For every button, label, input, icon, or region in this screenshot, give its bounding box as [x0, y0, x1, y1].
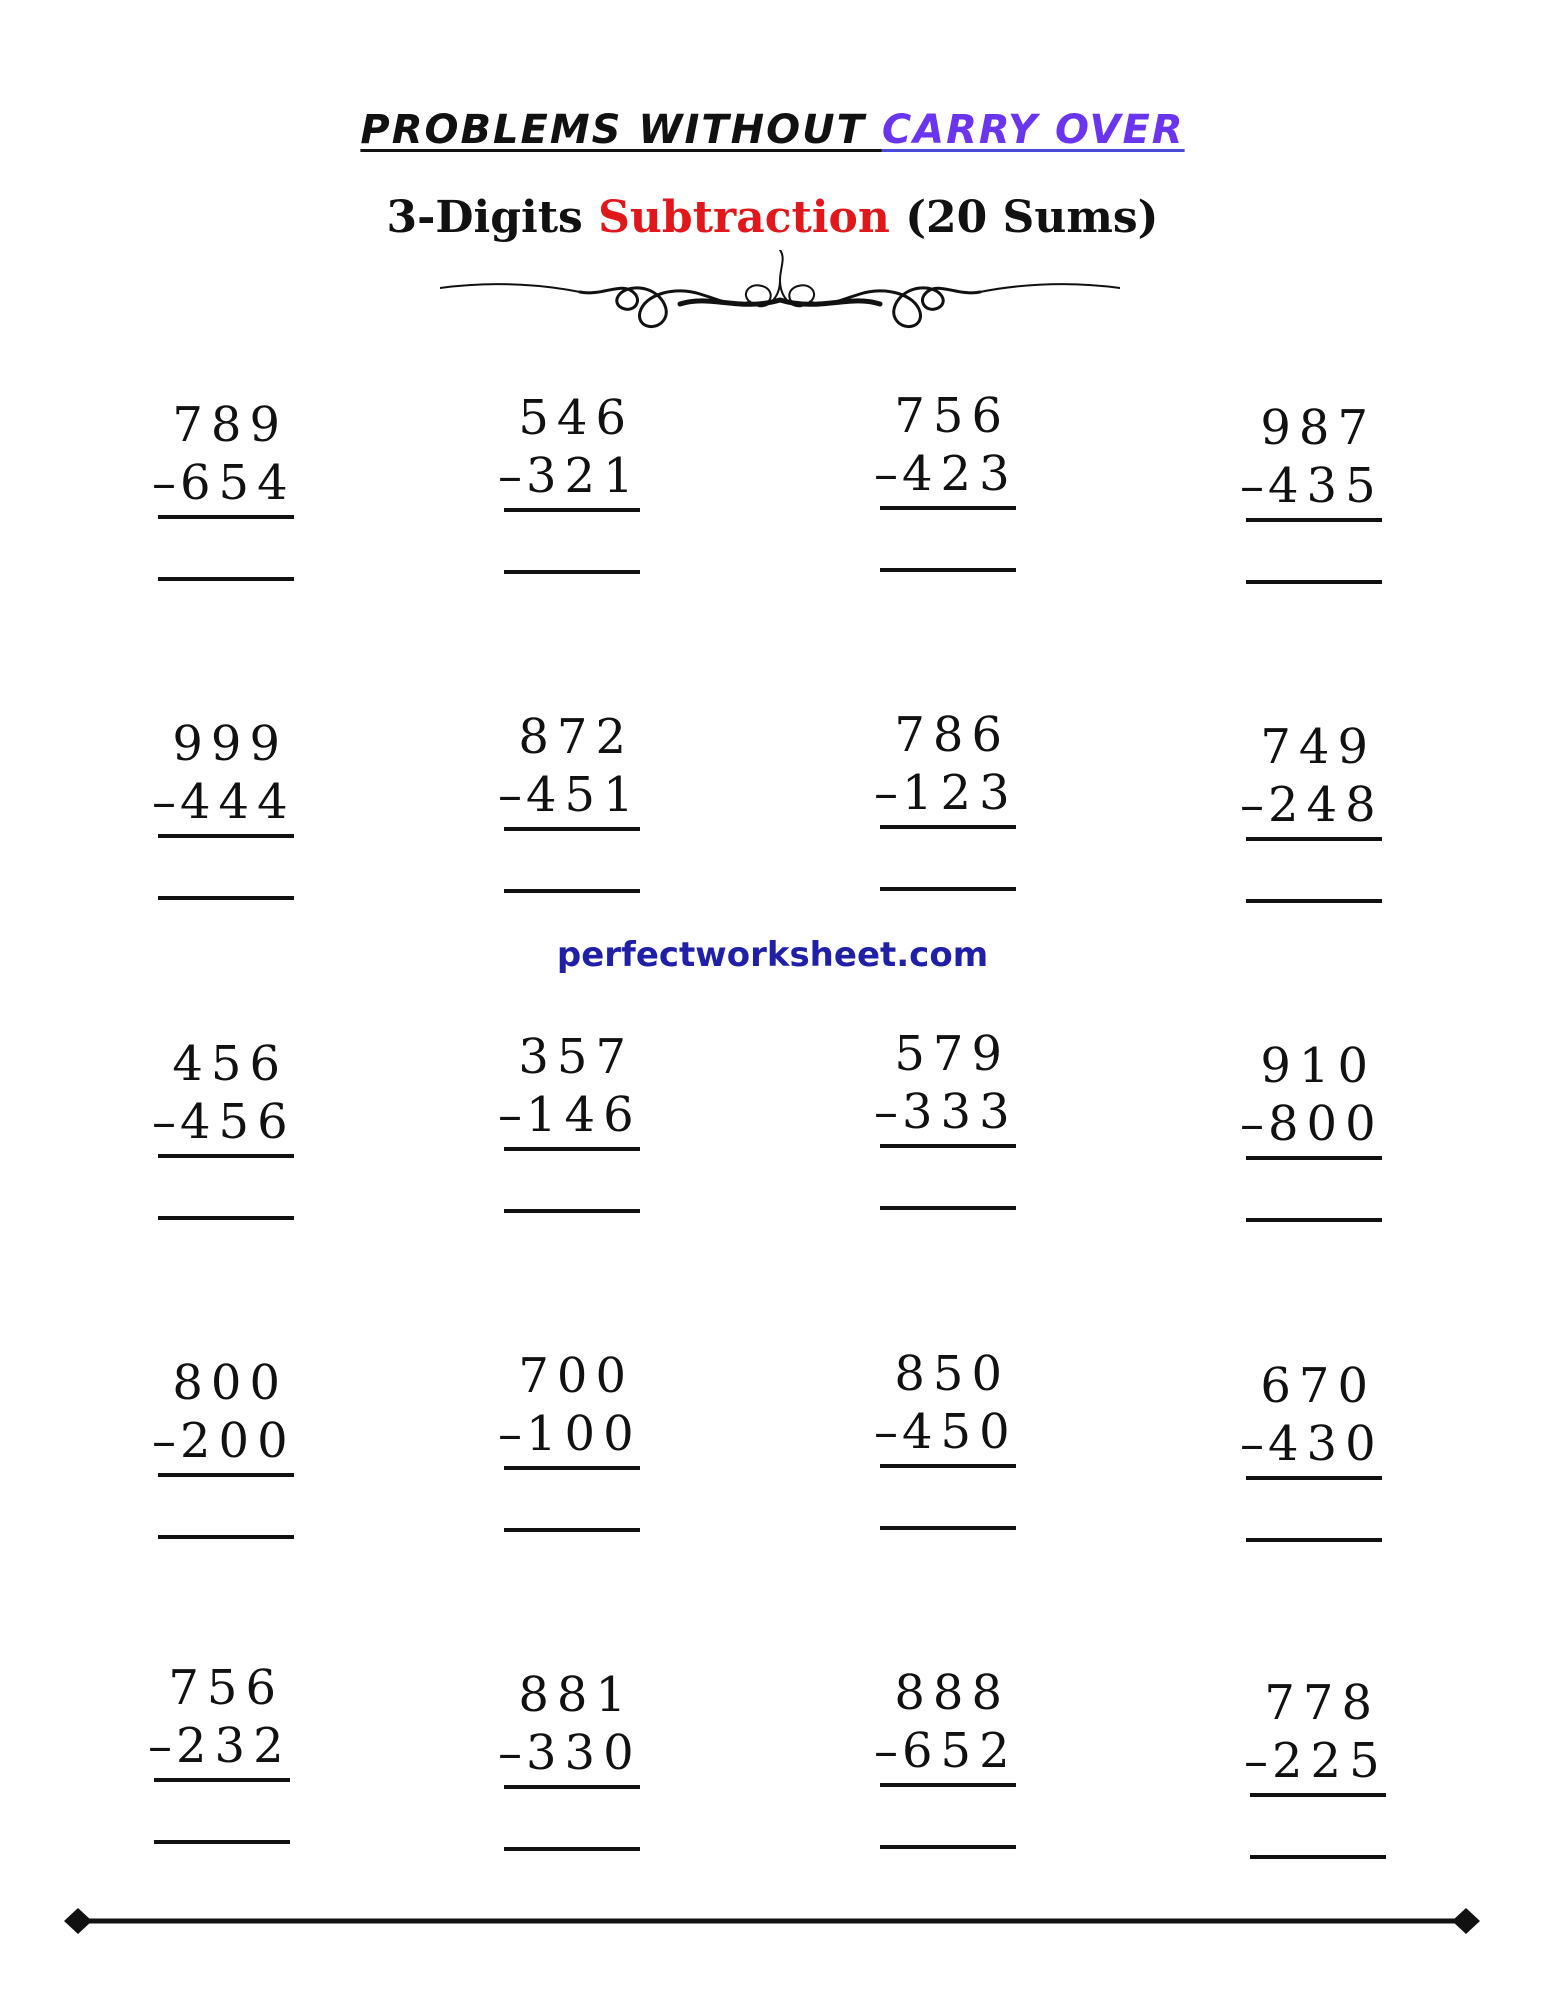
problem-6 — [498, 707, 648, 907]
problem-4 — [1240, 398, 1390, 598]
minus-sign: – — [874, 446, 898, 502]
subtrahend-value: 450 — [902, 1404, 1018, 1460]
subheading-operation: Subtraction — [598, 192, 890, 243]
answer-line[interactable] — [880, 1526, 1016, 1530]
worksheet-subheading — [0, 188, 1545, 248]
problem-line — [158, 834, 294, 838]
subtrahend — [874, 763, 1018, 823]
subtrahend — [1240, 456, 1384, 516]
minuend: 987 — [1260, 400, 1376, 456]
minuend: 357 — [518, 1029, 634, 1085]
footer-divider — [64, 1906, 1480, 1936]
subtrahend-value: 100 — [526, 1406, 642, 1462]
minus-sign: – — [1240, 777, 1264, 833]
subheading-prefix: 3-Digits — [386, 192, 599, 243]
subtrahend-value: 435 — [1268, 458, 1384, 514]
answer-line[interactable] — [1246, 1538, 1382, 1542]
minus-sign: – — [498, 448, 522, 504]
problem-15 — [874, 1344, 1024, 1544]
minus-sign: – — [498, 1725, 522, 1781]
subtrahend — [1240, 1414, 1384, 1474]
problem-3 — [874, 386, 1024, 586]
subheading-suffix: (20 Sums) — [889, 192, 1159, 243]
subtrahend — [874, 1721, 1018, 1781]
answer-line[interactable] — [504, 1528, 640, 1532]
minuend: 546 — [518, 390, 634, 446]
minuend: 670 — [1260, 1358, 1376, 1414]
minus-sign: – — [1240, 1416, 1264, 1472]
problem-line — [504, 1147, 640, 1151]
subtrahend — [874, 444, 1018, 504]
subtrahend — [498, 1723, 642, 1783]
problem-line — [880, 506, 1016, 510]
problem-11 — [874, 1024, 1024, 1224]
subtrahend — [152, 453, 296, 513]
problem-16 — [1240, 1356, 1390, 1556]
problem-line — [154, 1778, 290, 1782]
subtrahend-value: 123 — [902, 765, 1018, 821]
minuend: 800 — [172, 1355, 288, 1411]
heading-text: PROBLEMS WITHOUT — [360, 107, 882, 153]
problem-line — [1246, 518, 1382, 522]
minus-sign: – — [874, 1404, 898, 1460]
subtrahend — [498, 446, 642, 506]
answer-line[interactable] — [880, 1206, 1016, 1210]
worksheet-heading — [0, 100, 1545, 160]
subtrahend — [152, 1092, 296, 1152]
minus-sign: – — [498, 767, 522, 823]
minuend: 786 — [894, 707, 1010, 763]
subtrahend — [152, 1411, 296, 1471]
subtrahend-value: 232 — [176, 1718, 292, 1774]
minuend: 872 — [518, 709, 634, 765]
problem-1 — [152, 395, 302, 595]
answer-line[interactable] — [1246, 899, 1382, 903]
problem-line — [504, 827, 640, 831]
problem-line — [880, 1464, 1016, 1468]
answer-line[interactable] — [504, 889, 640, 893]
problem-line — [504, 1785, 640, 1789]
subtrahend — [152, 772, 296, 832]
subtrahend — [874, 1082, 1018, 1142]
problem-line — [880, 1783, 1016, 1787]
answer-line[interactable] — [504, 570, 640, 574]
problem-line — [158, 515, 294, 519]
answer-line[interactable] — [880, 1845, 1016, 1849]
problem-9 — [152, 1034, 302, 1234]
problem-line — [1246, 1476, 1382, 1480]
subtrahend — [498, 1404, 642, 1464]
problem-2 — [498, 388, 648, 588]
problem-19 — [874, 1663, 1024, 1863]
minuend: 789 — [172, 397, 288, 453]
subtrahend-value: 444 — [180, 774, 296, 830]
minuend: 850 — [894, 1346, 1010, 1402]
problem-12 — [1240, 1036, 1390, 1236]
website-watermark: perfectworksheet.com — [556, 935, 989, 975]
minus-sign: – — [874, 1084, 898, 1140]
answer-line[interactable] — [504, 1847, 640, 1851]
answer-line[interactable] — [154, 1840, 290, 1844]
subtrahend — [1244, 1731, 1388, 1791]
minus-sign: – — [152, 774, 176, 830]
subtrahend-value: 330 — [526, 1725, 642, 1781]
subtrahend-value: 225 — [1272, 1733, 1388, 1789]
minus-sign: – — [1244, 1733, 1268, 1789]
answer-line[interactable] — [504, 1209, 640, 1213]
minuend: 999 — [172, 716, 288, 772]
answer-line[interactable] — [1246, 580, 1382, 584]
subtrahend-value: 652 — [902, 1723, 1018, 1779]
subtrahend — [1240, 1094, 1384, 1154]
answer-line[interactable] — [1250, 1855, 1386, 1859]
subtrahend-value: 333 — [902, 1084, 1018, 1140]
problem-10 — [498, 1027, 648, 1227]
problem-17 — [148, 1658, 298, 1858]
minus-sign: – — [152, 1094, 176, 1150]
problem-13 — [152, 1353, 302, 1553]
answer-line[interactable] — [880, 568, 1016, 572]
subtrahend — [1240, 775, 1384, 835]
minus-sign: – — [152, 455, 176, 511]
answer-line[interactable] — [158, 1216, 294, 1220]
minuend: 910 — [1260, 1038, 1376, 1094]
problem-line — [158, 1473, 294, 1477]
subtrahend-value: 200 — [180, 1413, 296, 1469]
subtrahend-value: 146 — [526, 1087, 642, 1143]
problem-14 — [498, 1346, 648, 1546]
problem-line — [504, 1466, 640, 1470]
minus-sign: – — [874, 765, 898, 821]
subtrahend-value: 654 — [180, 455, 296, 511]
problem-line — [1246, 1156, 1382, 1160]
problem-line — [880, 1144, 1016, 1148]
minuend: 881 — [518, 1667, 634, 1723]
minuend: 700 — [518, 1348, 634, 1404]
answer-line[interactable] — [158, 577, 294, 581]
answer-line[interactable] — [1246, 1218, 1382, 1222]
answer-line[interactable] — [158, 896, 294, 900]
minuend: 756 — [168, 1660, 284, 1716]
problem-20 — [1244, 1673, 1394, 1873]
minuend: 778 — [1264, 1675, 1380, 1731]
problem-line — [1250, 1793, 1386, 1797]
subtrahend-value: 456 — [180, 1094, 296, 1150]
minuend: 579 — [894, 1026, 1010, 1082]
subtrahend-value: 423 — [902, 446, 1018, 502]
subtrahend — [148, 1716, 292, 1776]
diamond-left-icon — [64, 1908, 92, 1934]
heading-accent-text: CARRY OVER — [881, 107, 1185, 153]
swirl-ornament-icon — [440, 250, 1120, 340]
subtrahend-value: 248 — [1268, 777, 1384, 833]
problem-5 — [152, 714, 302, 914]
minuend: 756 — [894, 388, 1010, 444]
subtrahend-value: 451 — [526, 767, 642, 823]
minus-sign: – — [148, 1718, 172, 1774]
minus-sign: – — [1240, 458, 1264, 514]
diamond-right-icon — [1452, 1908, 1480, 1934]
problem-line — [504, 508, 640, 512]
problem-18 — [498, 1665, 648, 1865]
minus-sign: – — [498, 1406, 522, 1462]
minuend: 456 — [172, 1036, 288, 1092]
subtrahend-value: 430 — [1268, 1416, 1384, 1472]
minuend: 888 — [894, 1665, 1010, 1721]
subtrahend — [498, 1085, 642, 1145]
answer-line[interactable] — [158, 1535, 294, 1539]
minus-sign: – — [152, 1413, 176, 1469]
problem-line — [1246, 837, 1382, 841]
subtrahend — [498, 765, 642, 825]
answer-line[interactable] — [880, 887, 1016, 891]
problem-line — [880, 825, 1016, 829]
minus-sign: – — [498, 1087, 522, 1143]
problem-7 — [874, 705, 1024, 905]
minus-sign: – — [874, 1723, 898, 1779]
subtrahend-value: 800 — [1268, 1096, 1384, 1152]
minus-sign: – — [1240, 1096, 1264, 1152]
problem-line — [158, 1154, 294, 1158]
subtrahend — [874, 1402, 1018, 1462]
minuend: 749 — [1260, 719, 1376, 775]
problem-8 — [1240, 717, 1390, 917]
subtrahend-value: 321 — [526, 448, 642, 504]
